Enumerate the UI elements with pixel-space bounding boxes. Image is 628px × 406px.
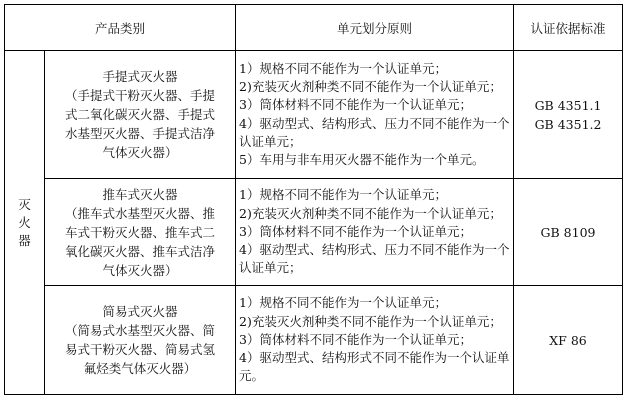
standard-cell: XF 86 xyxy=(514,286,623,395)
certification-table-container xyxy=(4,4,623,395)
header-unit-rules: 单元划分原则 xyxy=(236,5,514,51)
product-cell: 简易式灭火器 （简易式水基型灭火器、简 易式干粉灭火器、简易式氢 氟烃类气体灭火器） xyxy=(45,286,236,395)
product-cell: 手提式灭火器 （手提式干粉灭火器、手提 式二氧化碳灭火器、手提式 水基型灭火器、手提式洁净 气体灭火器） xyxy=(45,51,236,179)
standard-cell: GB 4351.1 GB 4351.2 xyxy=(514,51,623,179)
header-product-category: 产品类别 xyxy=(5,5,236,51)
rules-cell: 1）规格不同不能作为一个认证单元； 2)充装灭火剂种类不同不能作为一个认证单元； 3）筒体材料不同不能作为一个认证单元； 4）驱动型式、结构形式不同不能作为一个认证单元。 xyxy=(236,286,514,395)
group-label-fire-extinguisher: 灭 火 器 xyxy=(5,51,45,395)
standard-cell: GB 8109 xyxy=(514,179,623,286)
certification-unit-table xyxy=(4,4,623,395)
table-row xyxy=(5,286,623,395)
header-standard: 认证依据标准 xyxy=(514,5,623,51)
table-row xyxy=(5,51,623,179)
header-row xyxy=(5,5,623,51)
rules-cell: 1）规格不同不能作为一个认证单元； 2)充装灭火剂种类不同不能作为一个认证单元； 3）筒体材料不同不能作为一个认证单元； 4）驱动型式、结构形式、压力不同不能作为一个认证单元； 5）车用与非车用灭火器不能作为一个单元。 xyxy=(236,51,514,179)
rules-cell: 1）规格不同不能作为一个认证单元； 2)充装灭火剂种类不同不能作为一个认证单元； 3）筒体材料不同不能作为一个认证单元； 4）驱动型式、结构形式、压力不同不能作为一个认证单元； xyxy=(236,179,514,286)
product-cell: 推车式灭火器 （推车式水基型灭火器、推 车式干粉灭火器、推车式二 氧化碳灭火器、推车式洁净 气体灭火器） xyxy=(45,179,236,286)
table-row xyxy=(5,179,623,286)
